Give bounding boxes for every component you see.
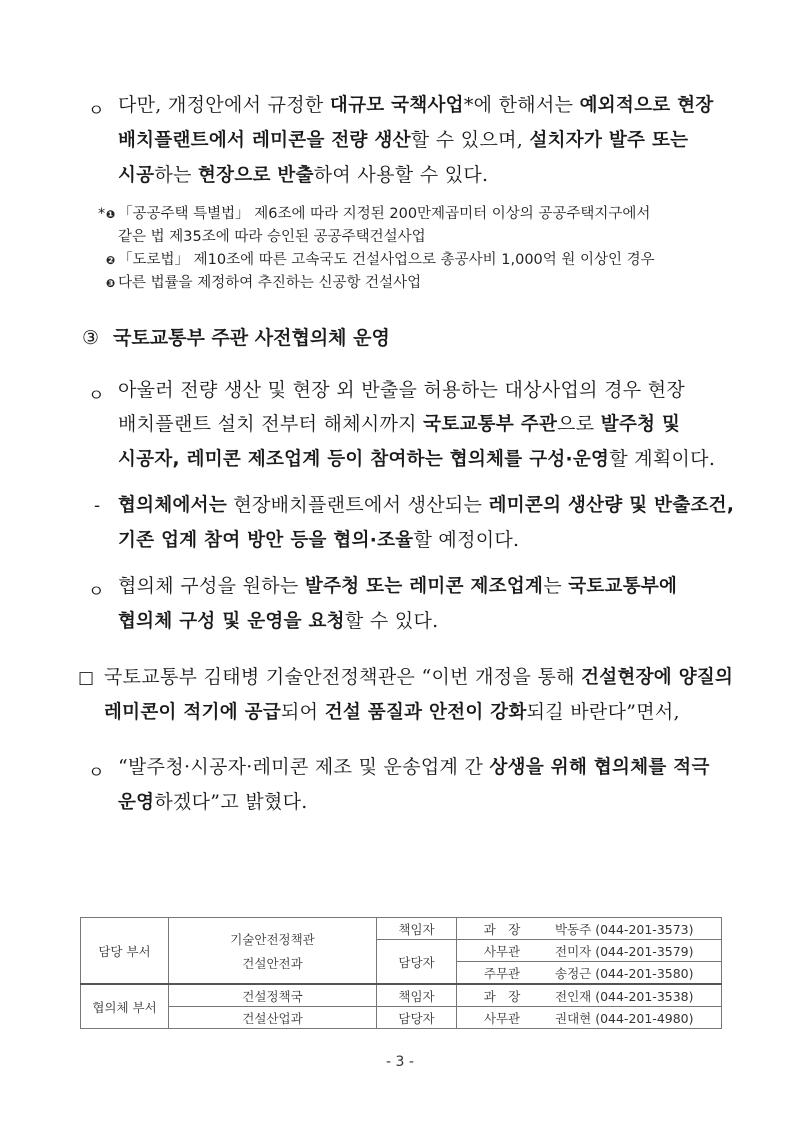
- contact-role: 과 장: [483, 921, 521, 937]
- footnote-number: ❶: [106, 208, 116, 221]
- body-text: *에 한해서는: [463, 94, 580, 116]
- body-text: 아울러 전량 생산 및 현장 외 반출을 허용하는 대상사업의 경우 현장: [118, 379, 686, 401]
- contact-cell: [457, 940, 722, 962]
- contact-role: 과 장: [483, 988, 521, 1004]
- section-heading: [82, 323, 390, 350]
- circle-bullet: ㅇ: [88, 582, 105, 602]
- footnote-number: ❸: [106, 277, 116, 290]
- paragraph-closing: [118, 750, 710, 820]
- emphasis-text: 발주청 또는 레미콘 제조업계: [304, 576, 544, 597]
- contact-cell: [457, 984, 722, 1007]
- emphasis-text: 예외적으로 현장: [579, 95, 714, 116]
- page-number: - 3 -: [386, 1054, 414, 1070]
- text-line: [118, 785, 710, 820]
- contact-role: 사무관: [483, 943, 521, 959]
- contact-name: 권대현 (044-201-4980): [555, 1010, 694, 1026]
- footnote-text: 같은 법 제35조에 따라 승인된 공공주택건설사업: [118, 229, 426, 245]
- emphasis-text: 발주청 및: [600, 414, 681, 435]
- box-bullet: □: [78, 668, 95, 688]
- contact-cell: [457, 962, 722, 985]
- text-line: [118, 523, 734, 558]
- text-line: [118, 604, 677, 639]
- circle-bullet: ㅇ: [88, 101, 105, 121]
- text-line: [104, 695, 733, 730]
- lead-label: 책임자: [377, 918, 457, 940]
- footnote-text: 다른 법률을 제정하여 추진하는 신공항 건설사업: [118, 275, 422, 291]
- emphasis-text: 시공: [118, 165, 155, 186]
- body-text: 하겠다”고 밝혔다.: [154, 791, 308, 813]
- emphasis-text: 설치자가 발주 또는: [529, 130, 689, 151]
- section-number: ③: [82, 327, 100, 349]
- text-line: [118, 750, 710, 785]
- body-text: 국토교통부 김태병 기술안전정책관은 “이번 개정을 통해: [104, 666, 582, 688]
- dept-label: 담당 부서: [81, 918, 169, 985]
- text-line: [118, 407, 715, 442]
- emphasis-text: 협의체 구성 및 운영을 요청: [118, 611, 345, 632]
- paragraph-council: [118, 373, 715, 477]
- body-text: 할 수 있다.: [344, 610, 439, 632]
- body-text: 으로: [557, 413, 601, 435]
- body-text: 는: [543, 575, 569, 597]
- footnote-text: 「도로법」 제10조에 따른 고속국도 건설사업으로 총공사비 1,000억 원 이상인 경우: [118, 252, 655, 268]
- body-text: 되어: [281, 701, 325, 723]
- contact-role: 주무관: [483, 965, 521, 981]
- body-text: 현장배치플랜트에서 생산되는: [227, 494, 489, 516]
- footnote-item: [100, 272, 740, 295]
- contact-table: [80, 917, 722, 1029]
- paragraph-quote: [104, 660, 733, 730]
- body-text: “발주청·시공자·레미콘 제조 및 운송업계 간: [118, 756, 490, 778]
- office-name: 기술안전정책관: [230, 931, 315, 947]
- text-line: [118, 123, 714, 158]
- emphasis-text: 국토교통부 주관: [423, 414, 558, 435]
- paragraph-council-role: [118, 488, 734, 558]
- footnote-text: 「공공주택 특별법」 제6조에 따라 지정된 200만제곱미터 이상의 공공주택지구에서: [118, 206, 651, 222]
- staff-label: 담당자: [377, 1007, 457, 1029]
- division-name: 건설산업과: [169, 1007, 377, 1029]
- body-text: 할 수 있으며,: [410, 129, 530, 151]
- text-line: [104, 660, 733, 695]
- division-name: 건설안전과: [242, 955, 303, 971]
- contact-name: 박동주 (044-201-3573): [555, 921, 694, 937]
- body-text: 다만, 개정안에서 규정한: [118, 94, 330, 116]
- emphasis-text: 시공자, 레미콘 제조업계 등이 참여하는 협의체를 구성·운영: [118, 449, 610, 470]
- emphasis-text: 건설 품질과 안전이 강화: [324, 702, 527, 723]
- emphasis-text: 현장으로 반출: [198, 165, 314, 186]
- emphasis-text: 상생을 위해 협의체를 적극: [489, 757, 710, 778]
- body-text: 하여 사용할 수 있다.: [313, 164, 489, 186]
- dept-office: [169, 918, 377, 985]
- body-text: 하는: [154, 164, 198, 186]
- contact-cell: [457, 1007, 722, 1029]
- emphasis-text: 배치플랜트에서 레미콘을 전량 생산: [118, 130, 411, 151]
- footnote-asterisk: *: [98, 206, 106, 222]
- footnote-item: [100, 203, 740, 249]
- footnote-number: ❷: [106, 254, 116, 267]
- paragraph-exception: [118, 88, 714, 193]
- emphasis-text: 국토교통부에: [568, 576, 678, 597]
- contact-cell: [457, 918, 722, 940]
- text-line: [118, 488, 734, 523]
- lead-label: 책임자: [377, 984, 457, 1007]
- emphasis-text: 협의체에서는: [118, 495, 228, 516]
- dept-label: 협의체 부서: [81, 984, 169, 1029]
- emphasis-text: 건설현장에 양질의: [581, 667, 734, 688]
- staff-label: 담당자: [377, 940, 457, 985]
- circle-bullet: ㅇ: [88, 386, 105, 406]
- contact-name: 전미자 (044-201-3579): [555, 943, 694, 959]
- body-text: 되길 바란다”면서,: [526, 701, 680, 723]
- emphasis-text: 레미콘의 생산량 및 반출조건,: [488, 495, 735, 516]
- footnotes: [100, 203, 740, 295]
- footnote-item: [100, 249, 740, 272]
- contact-name: 송정근 (044-201-3580): [555, 965, 694, 981]
- dash-bullet: -: [94, 496, 101, 516]
- contact-role: 사무관: [483, 1010, 521, 1026]
- text-line: [118, 569, 677, 604]
- paragraph-request: [118, 569, 677, 639]
- text-line: [118, 442, 715, 477]
- contact-name: 전인재 (044-201-3538): [555, 988, 694, 1004]
- text-line: [118, 158, 714, 193]
- emphasis-text: 대규모 국책사업: [329, 95, 464, 116]
- emphasis-text: 기존 업계 참여 방안 등을 협의·조율: [118, 530, 414, 551]
- office-name: 건설정책국: [169, 984, 377, 1007]
- body-text: 할 예정이다.: [413, 529, 520, 551]
- text-line: [118, 373, 715, 407]
- emphasis-text: 레미콘이 적기에 공급: [104, 702, 282, 723]
- circle-bullet: ㅇ: [88, 763, 105, 783]
- text-line: [118, 88, 714, 123]
- body-text: 배치플랜트 설치 전부터 해체시까지: [118, 413, 424, 435]
- body-text: 협의체 구성을 원하는: [118, 575, 305, 597]
- emphasis-text: 운영: [118, 792, 155, 813]
- section-title: 국토교통부 주관 사전협의체 운영: [113, 327, 390, 349]
- body-text: 할 계획이다.: [609, 448, 716, 470]
